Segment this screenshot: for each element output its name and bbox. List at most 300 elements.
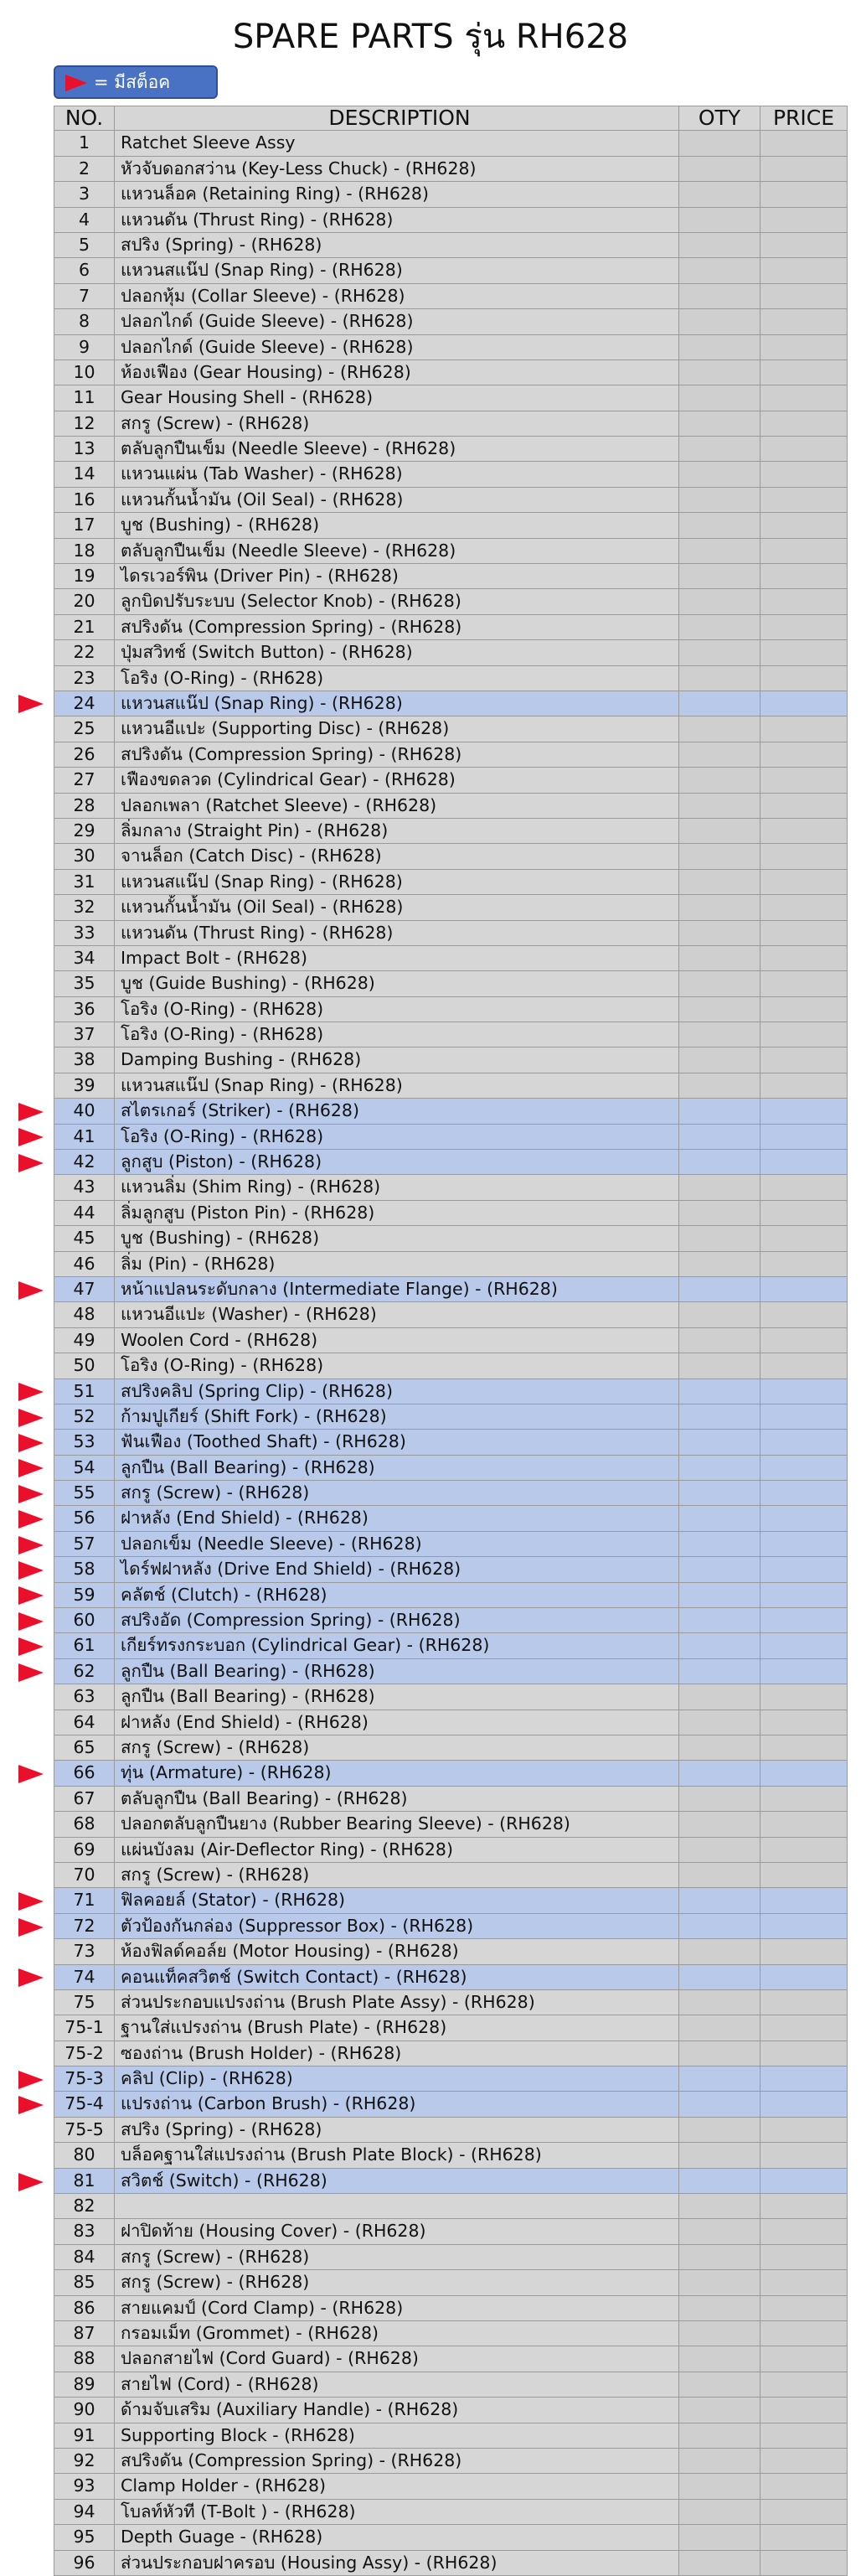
part-number: 44: [54, 1201, 115, 1225]
part-number: 34: [54, 946, 115, 970]
part-number: 36: [54, 997, 115, 1022]
qty-cell: [679, 2118, 760, 2142]
part-number: 83: [54, 2219, 115, 2243]
part-description: หน้าแปลนระดับกลาง (Intermediate Flange) - (RH628): [115, 1277, 679, 1301]
qty-cell: [679, 488, 760, 512]
qty-cell: [679, 258, 760, 282]
part-number: 40: [54, 1099, 115, 1123]
price-cell: [760, 1252, 847, 1276]
table-row: [54, 1022, 848, 1047]
table-row: [54, 589, 848, 614]
part-number: 47: [54, 1277, 115, 1301]
price-cell: [760, 1761, 847, 1785]
table-row: [54, 1939, 848, 1964]
price-cell: [760, 997, 847, 1022]
part-number: 70: [54, 1863, 115, 1887]
part-description: โอริง (O-Ring) - (RH628): [115, 997, 679, 1022]
table-row: [54, 335, 848, 360]
price-cell: [760, 1099, 847, 1123]
qty-cell: [679, 1404, 760, 1429]
table-row: [54, 1430, 848, 1455]
qty-cell: [679, 895, 760, 919]
price-cell: [760, 2525, 847, 2549]
qty-cell: [679, 2245, 760, 2269]
part-description: คลิป (Clip) - (RH628): [115, 2066, 679, 2091]
price-cell: [760, 1226, 847, 1250]
part-number: 64: [54, 1710, 115, 1735]
part-number: 30: [54, 844, 115, 868]
part-description: สปริงดัน (Compression Spring) - (RH628): [115, 2449, 679, 2473]
part-description: ลิ่มกลาง (Straight Pin) - (RH628): [115, 819, 679, 843]
part-number: 88: [54, 2346, 115, 2371]
part-number: 45: [54, 1226, 115, 1250]
qty-cell: [679, 1838, 760, 1862]
part-number: 27: [54, 768, 115, 792]
price-cell: [760, 2474, 847, 2498]
part-description: สกรู (Screw) - (RH628): [115, 2270, 679, 2294]
price-cell: [760, 1863, 847, 1887]
price-cell: [760, 284, 847, 308]
table-row: [54, 1659, 848, 1684]
qty-cell: [679, 1226, 760, 1250]
part-description: ไดร์ฟฝาหลัง (Drive End Shield) - (RH628): [115, 1557, 679, 1581]
table-row: [54, 2500, 848, 2525]
part-number: 81: [54, 2169, 115, 2193]
qty-cell: [679, 2015, 760, 2040]
part-description: ส่วนประกอบแปรงถ่าน (Brush Plate Assy) - (RH628): [115, 1990, 679, 2015]
part-description: ด้ามจับเสริม (Auxiliary Handle) - (RH628): [115, 2398, 679, 2422]
part-number: 12: [54, 411, 115, 436]
part-number: 14: [54, 462, 115, 486]
part-description: แหวนสแน๊ป (Snap Ring) - (RH628): [115, 870, 679, 894]
part-number: 18: [54, 539, 115, 563]
red-triangle-stock-icon: [18, 1128, 44, 1146]
red-triangle-stock-icon: [18, 1612, 44, 1631]
qty-cell: [679, 309, 760, 334]
qty-cell: [679, 844, 760, 868]
price-cell: [760, 1735, 847, 1760]
red-triangle-stock-icon: [18, 1968, 44, 1987]
part-number: 84: [54, 2245, 115, 2269]
red-triangle-stock-icon: [18, 1154, 44, 1172]
table-row: [54, 742, 848, 768]
price-cell: [760, 640, 847, 665]
part-description: ฝาปิดท้าย (Housing Cover) - (RH628): [115, 2219, 679, 2243]
price-cell: [760, 2041, 847, 2066]
part-description: กรอมเม็ท (Grommet) - (RH628): [115, 2321, 679, 2346]
part-description: ไดรเวอร์พิน (Driver Pin) - (RH628): [115, 564, 679, 588]
part-description: ห้องฟิลด์คอล์ย (Motor Housing) - (RH628): [115, 1939, 679, 1963]
part-description: แหวนสแน๊ป (Snap Ring) - (RH628): [115, 258, 679, 282]
price-cell: [760, 1939, 847, 1963]
price-cell: [760, 589, 847, 613]
table-row: [54, 2219, 848, 2244]
part-description: สปริงดัน (Compression Spring) - (RH628): [115, 615, 679, 639]
table-row: [54, 2066, 848, 2092]
part-number: 53: [54, 1430, 115, 1454]
part-description: ปลอกไกด์ (Guide Sleeve) - (RH628): [115, 309, 679, 334]
price-cell: [760, 794, 847, 818]
qty-cell: [679, 2066, 760, 2091]
price-cell: [760, 1710, 847, 1735]
price-cell: [760, 233, 847, 257]
part-number: 35: [54, 971, 115, 996]
part-number: 3: [54, 182, 115, 206]
table-row: [54, 1838, 848, 1863]
part-description: โบลท์หัวที (T-Bolt ) - (RH628): [115, 2500, 679, 2524]
table-row: [54, 1812, 848, 1837]
price-cell: [760, 157, 847, 181]
part-description: แหวนดัน (Thrust Ring) - (RH628): [115, 921, 679, 945]
table-row: [54, 157, 848, 182]
part-number: 10: [54, 360, 115, 385]
part-description: แหวนอีแปะ (Washer) - (RH628): [115, 1302, 679, 1327]
part-number: 29: [54, 819, 115, 843]
qty-cell: [679, 1430, 760, 1454]
table-row: [54, 437, 848, 462]
part-description: เฟืองขดลวด (Cylindrical Gear) - (RH628): [115, 768, 679, 792]
table-row: [54, 1583, 848, 1608]
part-number: 72: [54, 1914, 115, 1938]
price-cell: [760, 513, 847, 537]
part-description: แหวนล็อค (Retaining Ring) - (RH628): [115, 182, 679, 206]
part-number: 94: [54, 2500, 115, 2524]
qty-cell: [679, 233, 760, 257]
price-cell: [760, 1888, 847, 1912]
qty-cell: [679, 1965, 760, 1989]
part-description: บูช (Guide Bushing) - (RH628): [115, 971, 679, 996]
part-description: แหวนลิ่ม (Shim Ring) - (RH628): [115, 1175, 679, 1199]
price-cell: [760, 1328, 847, 1353]
qty-cell: [679, 335, 760, 360]
table-row: [54, 1990, 848, 2015]
part-number: 62: [54, 1659, 115, 1684]
part-description: ตลับลูกปืนเข็ม (Needle Sleeve) - (RH628): [115, 437, 679, 461]
qty-cell: [679, 2169, 760, 2193]
table-row: [54, 208, 848, 233]
qty-cell: [679, 1456, 760, 1480]
part-number: 55: [54, 1481, 115, 1505]
part-number: 71: [54, 1888, 115, 1912]
table-row: [54, 1379, 848, 1404]
price-cell: [760, 666, 847, 691]
qty-cell: [679, 1735, 760, 1760]
table-row: [54, 615, 848, 640]
qty-cell: [679, 1659, 760, 1684]
price-cell: [760, 182, 847, 206]
qty-cell: [679, 2041, 760, 2066]
price-cell: [760, 1506, 847, 1530]
table-row: [54, 2449, 848, 2474]
price-cell: [760, 309, 847, 334]
price-cell: [760, 1430, 847, 1454]
qty-cell: [679, 1201, 760, 1225]
part-description: ลิ่ม (Pin) - (RH628): [115, 1252, 679, 1276]
price-cell: [760, 2169, 847, 2193]
price-cell: [760, 1022, 847, 1047]
part-number: 49: [54, 1328, 115, 1353]
price-cell: [760, 539, 847, 563]
price-cell: [760, 2346, 847, 2371]
qty-cell: [679, 716, 760, 741]
part-description: ปลอกสายไฟ (Cord Guard) - (RH628): [115, 2346, 679, 2371]
table-row: [54, 1863, 848, 1888]
qty-cell: [679, 1073, 760, 1098]
part-description: คลัตช์ (Clutch) - (RH628): [115, 1583, 679, 1607]
price-cell: [760, 2372, 847, 2397]
qty-cell: [679, 385, 760, 410]
red-triangle-stock-icon: [18, 1485, 44, 1503]
stock-legend: [54, 65, 218, 99]
part-number: 56: [54, 1506, 115, 1530]
part-description: Supporting Block - (RH628): [115, 2423, 679, 2448]
table-row: [54, 1735, 848, 1761]
qty-cell: [679, 1888, 760, 1912]
table-row: [54, 819, 848, 844]
header-no: NO.: [54, 106, 115, 130]
red-triangle-stock-icon: [18, 2071, 44, 2089]
part-number: 22: [54, 640, 115, 665]
qty-cell: [679, 411, 760, 436]
part-description: สกรู (Screw) - (RH628): [115, 411, 679, 436]
part-number: 28: [54, 794, 115, 818]
part-description: บูช (Bushing) - (RH628): [115, 513, 679, 537]
price-cell: [760, 1404, 847, 1429]
price-cell: [760, 1787, 847, 1811]
red-triangle-stock-icon: [18, 1459, 44, 1477]
red-triangle-stock-icon: [18, 1663, 44, 1682]
part-description: แหวนแผ่น (Tab Washer) - (RH628): [115, 462, 679, 486]
part-description: Damping Bushing - (RH628): [115, 1047, 679, 1072]
part-number: 16: [54, 488, 115, 512]
price-cell: [760, 2066, 847, 2091]
price-cell: [760, 462, 847, 486]
part-number: 86: [54, 2296, 115, 2320]
table-row: [54, 971, 848, 996]
table-row: [54, 2270, 848, 2295]
qty-cell: [679, 640, 760, 665]
qty-cell: [679, 1302, 760, 1327]
part-description: สปริง (Spring) - (RH628): [115, 233, 679, 257]
table-row: [54, 946, 848, 971]
part-description: โอริง (O-Ring) - (RH628): [115, 1125, 679, 1149]
table-row: [54, 1888, 848, 1913]
qty-cell: [679, 1710, 760, 1735]
part-description: ฐานใส่แปรงถ่าน (Brush Plate) - (RH628): [115, 2015, 679, 2040]
part-description: แหวนดัน (Thrust Ring) - (RH628): [115, 208, 679, 232]
qty-cell: [679, 437, 760, 461]
price-cell: [760, 335, 847, 360]
table-row: [54, 1710, 848, 1735]
table-row: [54, 1226, 848, 1251]
red-triangle-stock-icon: [18, 1103, 44, 1121]
part-number: 6: [54, 258, 115, 282]
qty-cell: [679, 666, 760, 691]
price-cell: [760, 844, 847, 868]
part-description: แหวนกั้นน้ำมัน (Oil Seal) - (RH628): [115, 488, 679, 512]
qty-cell: [679, 768, 760, 792]
price-cell: [760, 2015, 847, 2040]
table-row: [54, 1506, 848, 1531]
part-number: 60: [54, 1608, 115, 1632]
qty-cell: [679, 2219, 760, 2243]
part-description: ปลอกหุ้ม (Collar Sleeve) - (RH628): [115, 284, 679, 308]
table-header: [54, 106, 848, 131]
part-number: 26: [54, 742, 115, 767]
part-number: 2: [54, 157, 115, 181]
part-number: 75-2: [54, 2041, 115, 2066]
qty-cell: [679, 1812, 760, 1836]
part-description: แหวนสแน๊ป (Snap Ring) - (RH628): [115, 691, 679, 716]
red-triangle-stock-icon: [18, 2173, 44, 2191]
part-description: ตลับลูกปืนเข็ม (Needle Sleeve) - (RH628): [115, 539, 679, 563]
table-row: [54, 2346, 848, 2372]
price-cell: [760, 1125, 847, 1149]
table-row: [54, 1481, 848, 1506]
table-row: [54, 284, 848, 309]
part-number: 24: [54, 691, 115, 716]
qty-cell: [679, 615, 760, 639]
part-description: ฝาหลัง (End Shield) - (RH628): [115, 1710, 679, 1735]
part-description: จานล็อก (Catch Disc) - (RH628): [115, 844, 679, 868]
header-price: PRICE: [772, 106, 835, 130]
table-row: [54, 2118, 848, 2143]
part-number: 75-1: [54, 2015, 115, 2040]
table-row: [54, 539, 848, 564]
part-number: 1: [54, 131, 115, 155]
price-cell: [760, 1150, 847, 1174]
part-number: 20: [54, 589, 115, 613]
part-number: 37: [54, 1022, 115, 1047]
part-number: 92: [54, 2449, 115, 2473]
red-triangle-stock-icon: [18, 1281, 44, 1300]
table-row: [54, 411, 848, 437]
table-row: [54, 1965, 848, 1990]
qty-cell: [679, 2449, 760, 2473]
price-cell: [760, 716, 847, 741]
qty-cell: [679, 1863, 760, 1887]
price-cell: [760, 2551, 847, 2575]
red-triangle-stock-icon: [18, 1561, 44, 1580]
red-triangle-stock-icon: [18, 1637, 44, 1656]
table-row: [54, 2398, 848, 2423]
part-description: โอริง (O-Ring) - (RH628): [115, 1022, 679, 1047]
part-description: คอนแท็คสวิตช์ (Switch Contact) - (RH628): [115, 1965, 679, 1989]
part-number: 59: [54, 1583, 115, 1607]
price-cell: [760, 1557, 847, 1581]
part-description: ปลอกตลับลูกปืนยาง (Rubber Bearing Sleeve) - (RH628): [115, 1812, 679, 1836]
part-description: สปริงคลิป (Spring Clip) - (RH628): [115, 1379, 679, 1404]
part-description: Woolen Cord - (RH628): [115, 1328, 679, 1353]
price-cell: [760, 2118, 847, 2142]
price-cell: [760, 1990, 847, 2015]
part-number: 42: [54, 1150, 115, 1174]
price-cell: [760, 2092, 847, 2116]
price-cell: [760, 360, 847, 385]
red-triangle-stock-icon: [18, 1765, 44, 1783]
qty-cell: [679, 921, 760, 945]
part-description: แหวนกั้นน้ำมัน (Oil Seal) - (RH628): [115, 895, 679, 919]
part-description: ลูกปืน (Ball Bearing) - (RH628): [115, 1456, 679, 1480]
price-cell: [760, 2500, 847, 2524]
qty-cell: [679, 360, 760, 385]
table-row: [54, 2015, 848, 2041]
price-cell: [760, 921, 847, 945]
qty-cell: [679, 2525, 760, 2549]
qty-cell: [679, 870, 760, 894]
price-cell: [760, 1838, 847, 1862]
part-number: 68: [54, 1812, 115, 1836]
table-row: [54, 1353, 848, 1379]
price-cell: [760, 385, 847, 410]
part-number: 54: [54, 1456, 115, 1480]
qty-cell: [679, 513, 760, 537]
part-description: ปุ่มสวิทช์ (Switch Button) - (RH628): [115, 640, 679, 665]
qty-cell: [679, 2398, 760, 2422]
qty-cell: [679, 971, 760, 996]
qty-cell: [679, 1633, 760, 1658]
price-cell: [760, 208, 847, 232]
qty-cell: [679, 794, 760, 818]
part-description: สปริงอัด (Compression Spring) - (RH628): [115, 1608, 679, 1632]
price-cell: [760, 1608, 847, 1632]
part-number: 75-5: [54, 2118, 115, 2142]
part-description: สกรู (Screw) - (RH628): [115, 1481, 679, 1505]
table-row: [54, 258, 848, 283]
part-description: แหวนอีแปะ (Supporting Disc) - (RH628): [115, 716, 679, 741]
table-row: [54, 360, 848, 385]
red-triangle-stock-icon: [18, 1536, 44, 1554]
price-cell: [760, 1353, 847, 1378]
price-cell: [760, 742, 847, 767]
table-row: [54, 2143, 848, 2168]
price-cell: [760, 1532, 847, 1556]
price-cell: [760, 615, 847, 639]
price-cell: [760, 946, 847, 970]
price-cell: [760, 2321, 847, 2346]
qty-cell: [679, 1252, 760, 1276]
qty-cell: [679, 1990, 760, 2015]
qty-cell: [679, 1379, 760, 1404]
price-cell: [760, 2245, 847, 2269]
qty-cell: [679, 2296, 760, 2320]
red-triangle-stock-icon: [18, 1918, 44, 1937]
table-row: [54, 1201, 848, 1226]
qty-cell: [679, 1506, 760, 1530]
header-qty: OTY: [679, 106, 760, 130]
price-cell: [760, 1659, 847, 1684]
qty-cell: [679, 2551, 760, 2575]
table-row: [54, 1328, 848, 1353]
part-description: แผ่นบังลม (Air-Deflector Ring) - (RH628): [115, 1838, 679, 1862]
qty-cell: [679, 1047, 760, 1072]
part-description: สวิตช์ (Switch) - (RH628): [115, 2169, 679, 2193]
price-cell: [760, 691, 847, 716]
part-description: โอริง (O-Ring) - (RH628): [115, 1353, 679, 1378]
part-description: สกรู (Screw) - (RH628): [115, 1735, 679, 1760]
part-number: 5: [54, 233, 115, 257]
price-cell: [760, 1812, 847, 1836]
part-description: ทุ่น (Armature) - (RH628): [115, 1761, 679, 1785]
price-cell: [760, 411, 847, 436]
price-cell: [760, 2194, 847, 2218]
table-row: [54, 1532, 848, 1557]
price-cell: [760, 2398, 847, 2422]
part-description: ลูกปืน (Ball Bearing) - (RH628): [115, 1684, 679, 1709]
table-row: [54, 844, 848, 869]
red-triangle-stock-icon: [65, 75, 87, 91]
part-number: 41: [54, 1125, 115, 1149]
